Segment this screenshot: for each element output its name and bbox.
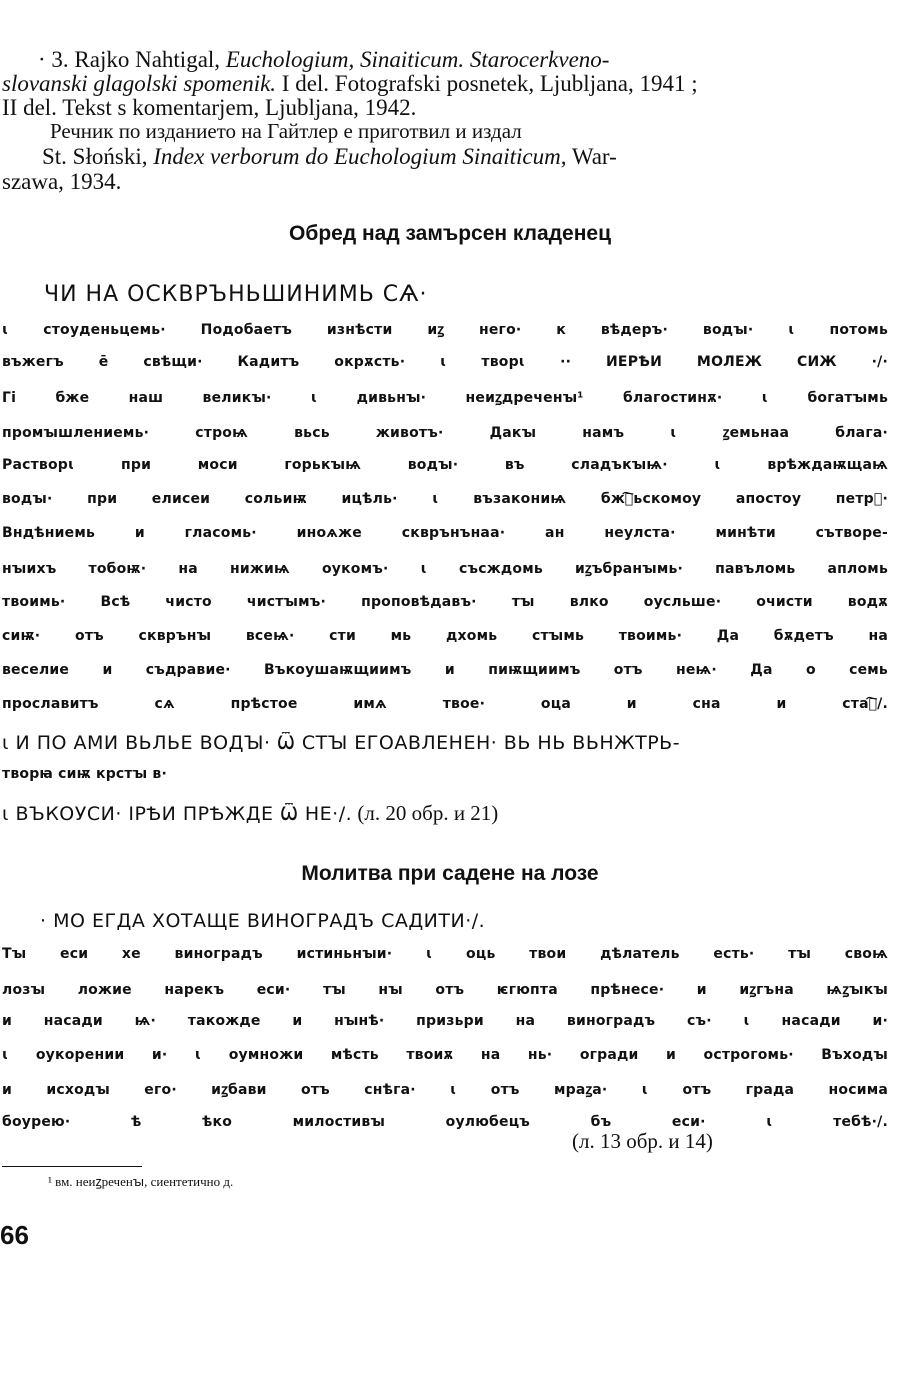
text-line: лозꙑ ложие нарекъ еси· тꙑ нꙑ отъ ѥгюпта прѣнесе· и иꙁгъна ѩꙁꙑкꙑ — [2, 981, 888, 998]
text-line: и исходꙑ его· иꙁбави отъ снѣга· ꙇ отъ мраꙁа· ꙇ отъ града носима — [2, 1082, 888, 1098]
text-line: промꙑшлениемь· строѩ вьсь животъ· Дакꙑ намъ ꙇ ꙁемьнаа блага· — [2, 424, 888, 441]
text-line: веселие и съдравие· Въкоушаѭщиимъ и пиѭщиимъ отъ неѩ· Да о семь — [2, 662, 888, 678]
reference-title: Index verborum do Euchologium Sinaiticum, — [153, 144, 567, 169]
text-line: ꙇ оукорении и· ꙇ оумножи мѣсть твоиѫ на нь· огради и острогомь· Въходꙑ — [2, 1046, 888, 1063]
text-line: Вндѣниемь и гласомь· иноѧже скврънънаа· ан неулста· минѣти сътворе- — [2, 525, 888, 542]
reference-slonski-line2: szawa, 1934. — [2, 169, 122, 194]
text-line: боурею· ѣ ѣко милостивꙑ оулюбецъ бъ еси· ꙇ тебѣ·/. — [2, 1113, 888, 1130]
rubric-line-2 — [2, 800, 498, 827]
folio-reference: (л. 20 обр. и 21) — [352, 801, 499, 825]
footnote: ¹ вм. неиꙁреченꙑ, сиентетично д. — [48, 1174, 234, 1189]
section-title-well: ЧИ НА ОСКВРЪНЬШИНИМЬ СѦ· — [44, 282, 428, 307]
reference-title: slovanski glagolski spomenik. — [2, 71, 277, 96]
rubric-line-1b: творꙗ сиѭ крстꙑ в· — [2, 766, 167, 782]
reference-slonski-line1 — [42, 143, 892, 170]
section-title-vineyard: · МО ЕГДА ХОТАЩЕ ВИНОГРАДЪ САДИТИ·/. — [40, 910, 486, 932]
text-line: ꙇ стоуденьцемь· Подобаетъ изнѣсти иꙁ него· к вѣдеръ· водꙑ· ꙇ потомь — [2, 322, 888, 338]
reference-text: I del. Fotografski posnetek, Ljubljana, 1941 ; — [276, 71, 698, 96]
section-heading-vineyard: Молитва при садене на лозе — [301, 862, 599, 885]
text-line: сиѭ· отъ скврънꙑ всеѩ· сти мь дхомь стꙑмь твоимь· Да бѫдетъ на — [2, 627, 888, 644]
text-line: водꙑ· при елисеи сольиѭ ицѣль· ꙇ възакониѩ бжⷭ҇ьскомоу апостоу петрꙋ· — [2, 491, 888, 507]
rubric-line-1: ꙇ И ПО АМИ ВЬЛЬЕ ВОДꙐ· Ѿ СТꙐ ЕГОАВЛЕНЕН· ВЬ НЬ ВЬНЖТРЬ- — [2, 732, 681, 754]
text-line: твоимь· Всѣ чисто чистꙑмъ· проповѣдавъ· тꙑ влко оусльше· очисти водѫ — [2, 593, 888, 610]
text-line: въжегъ ē свѣщи· Кадитъ окрѫсть· ꙇ творꙇ ·· ИЕРѢИ МОЛЕЖ СИЖ ·/· — [2, 354, 888, 371]
text-line: Тꙑ еси хе виноградъ истиньнꙑи· ꙇ оць твои дѣлатель есть· тꙑ своѩ — [2, 946, 888, 962]
reference-title: Euchologium, Sinaiticum. Starocerkveno- — [225, 47, 610, 72]
rubric-text: ꙇ ВЪКОУСИ· ІРѢИ ПРѢЖДЕ Ѿ НЕ·/. — [2, 803, 353, 825]
text-line: и насади ѩ· такожде и нꙑнѣ· призьри на виноградъ съ· ꙇ насади и· — [2, 1013, 888, 1029]
text-line: Гі бже наш великꙑ· ꙇ дивьнꙑ· неиꙁдреченꙑ¹ благостинѫ· ꙇ богатꙑмь — [2, 390, 888, 407]
page-number: 66 — [0, 1220, 29, 1250]
text-line: Растворꙇ при моси горькꙑѩ водꙑ· въ сладъкꙑѩ· ꙇ врѣждаѭщаѩ — [2, 456, 888, 473]
reference-text: War- — [566, 144, 617, 169]
reference-rajko-line3: II del. Tekst s komentarjem, Ljubljana, 1942. — [2, 95, 417, 120]
folio-reference-2: (л. 13 обр. и 14) — [572, 1129, 713, 1153]
footnote-rule — [2, 1166, 142, 1167]
reference-text: · 3. Rajko Nahtigal, — [38, 47, 226, 72]
section-heading-well: Обред над замърсен кладенец — [289, 222, 611, 245]
reference-rajko-line2 — [2, 70, 892, 97]
reference-author: St. Słoński, — [42, 144, 154, 169]
reference-dictionary-line: Речник по изданието на Гайтлер е приготвил и издал — [50, 119, 522, 143]
text-line: прославитъ сѧ прѣстое имѧ твое· оца и сна и стаⷢ҇/. — [2, 696, 888, 713]
text-line: нꙑихъ тобоѭ· на нижиѩ оукомъ· ꙇ съсждомь иꙁъбранꙑмь· павъломь апломь — [2, 561, 888, 578]
reference-rajko-line1 — [38, 46, 888, 73]
